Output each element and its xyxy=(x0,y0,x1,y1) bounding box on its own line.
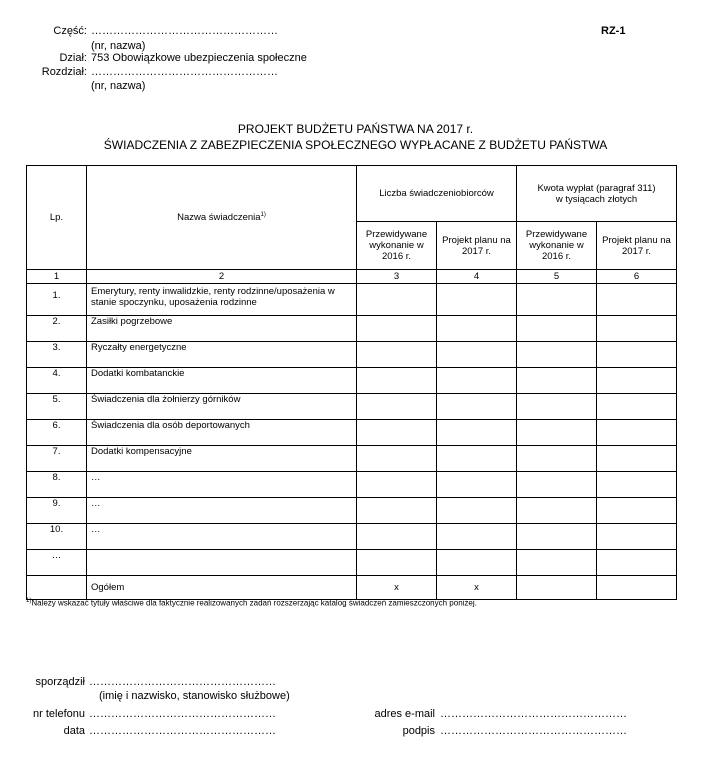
row-c3 xyxy=(357,316,437,342)
rozdzial-value: …………………………………………… xyxy=(91,66,278,78)
row-name: … xyxy=(87,498,357,524)
row-name: Świadczenia dla żołnierzy górników xyxy=(87,394,357,420)
table-row xyxy=(27,284,677,316)
row-c6 xyxy=(597,284,677,316)
row-lp: 3. xyxy=(27,342,87,368)
row-c3 xyxy=(357,498,437,524)
total-lp xyxy=(27,576,87,600)
row-c4 xyxy=(437,342,517,368)
row-name: … xyxy=(87,524,357,550)
row-c3 xyxy=(357,342,437,368)
row-c6 xyxy=(597,342,677,368)
header-name-footnote-mark: 1) xyxy=(260,211,266,218)
row-name: Emerytury, renty inwalidzkie, renty rodzinne/uposażenia w stanie spoczynku, uposażenia rodzinne xyxy=(87,284,357,316)
row-lp: 7. xyxy=(27,446,87,472)
row-c3 xyxy=(357,284,437,316)
row-c3 xyxy=(357,394,437,420)
dzial-value: 753 Obowiązkowe ubezpieczenia społeczne xyxy=(91,52,307,64)
czesc-label: Część: xyxy=(53,25,87,37)
header-group-amount xyxy=(517,166,677,222)
row-c4 xyxy=(437,446,517,472)
col-number-2: 2 xyxy=(87,270,357,284)
row-c6 xyxy=(597,394,677,420)
footnote-text: Należy wskazać tytuły właściwe dla faktycznie realizowanych zadań rozszerzając katalog świadczeń zamieszczonych poniżej. xyxy=(31,598,477,608)
row-c6 xyxy=(597,472,677,498)
header-name xyxy=(87,166,357,270)
row-c6 xyxy=(597,316,677,342)
czesc-value: …………………………………………… xyxy=(91,25,278,37)
row-lp: … xyxy=(27,550,87,576)
sporzadzil-hint: (imię i nazwisko, stanowisko służbowe) xyxy=(99,690,290,702)
row-name: Dodatki kombatanckie xyxy=(87,368,357,394)
row-c5 xyxy=(517,498,597,524)
telefon-field: …………………………………………… xyxy=(89,708,276,720)
row-name: Ryczałty energetyczne xyxy=(87,342,357,368)
row-lp: 2. xyxy=(27,316,87,342)
row-c4 xyxy=(437,368,517,394)
table-row xyxy=(27,368,677,394)
telefon-label: nr telefonu xyxy=(33,708,85,720)
table-row xyxy=(27,420,677,446)
row-c3 xyxy=(357,446,437,472)
row-c5 xyxy=(517,524,597,550)
row-name: Zasiłki pogrzebowe xyxy=(87,316,357,342)
row-lp: 10. xyxy=(27,524,87,550)
row-c4 xyxy=(437,394,517,420)
sporzadzil-field: …………………………………………… xyxy=(89,676,276,688)
row-c6 xyxy=(597,498,677,524)
header-group-amount-line2: w tysiącach złotych xyxy=(555,193,638,205)
col-number-3: 3 xyxy=(357,270,437,284)
row-name: … xyxy=(87,472,357,498)
table-row xyxy=(27,550,677,576)
row-c5 xyxy=(517,368,597,394)
col-number-6: 6 xyxy=(597,270,677,284)
col-number-4: 4 xyxy=(437,270,517,284)
row-lp: 4. xyxy=(27,368,87,394)
footnote-mark: 1) xyxy=(26,598,32,604)
row-c4 xyxy=(437,524,517,550)
row-c6 xyxy=(597,550,677,576)
total-c6 xyxy=(597,576,677,600)
table-row xyxy=(27,316,677,342)
czesc-hint: (nr, nazwa) xyxy=(91,40,146,52)
row-c3 xyxy=(357,472,437,498)
row-c4 xyxy=(437,550,517,576)
footnote xyxy=(26,598,477,608)
header-c5: Przewidywane wykonanie w 2016 r. xyxy=(517,222,597,270)
col-number-5: 5 xyxy=(517,270,597,284)
rozdzial-label: Rozdział: xyxy=(41,66,87,78)
row-name xyxy=(87,550,357,576)
row-c6 xyxy=(597,420,677,446)
total-c3: x xyxy=(357,576,437,600)
row-c4 xyxy=(437,498,517,524)
table-row xyxy=(27,342,677,368)
row-name: Dodatki kompensacyjne xyxy=(87,446,357,472)
row-c5 xyxy=(517,284,597,316)
header-name-text: Nazwa świadczenia xyxy=(177,212,261,224)
col-number-1: 1 xyxy=(27,270,87,284)
data-field: …………………………………………… xyxy=(89,725,276,737)
row-lp: 9. xyxy=(27,498,87,524)
total-c4: x xyxy=(437,576,517,600)
table-row xyxy=(27,446,677,472)
row-c3 xyxy=(357,368,437,394)
header-lp: Lp. xyxy=(27,166,87,270)
row-c4 xyxy=(437,472,517,498)
header-c6: Projekt planu na 2017 r. xyxy=(597,222,677,270)
total-c5 xyxy=(517,576,597,600)
row-c3 xyxy=(357,550,437,576)
table-row xyxy=(27,472,677,498)
email-field: …………………………………………… xyxy=(440,708,627,720)
row-name: Świadczenia dla osób deportowanych xyxy=(87,420,357,446)
form-code: RZ-1 xyxy=(601,25,626,37)
header-group-amount-line1: Kwota wypłat (paragraf 311) xyxy=(537,182,656,194)
header-c3: Przewidywane wykonanie w 2016 r. xyxy=(357,222,437,270)
row-lp: 5. xyxy=(27,394,87,420)
podpis-label: podpis xyxy=(402,725,435,737)
email-label: adres e-mail xyxy=(374,708,435,720)
row-c5 xyxy=(517,394,597,420)
total-label: Ogółem xyxy=(87,576,357,600)
data-label: data xyxy=(63,725,85,737)
row-c6 xyxy=(597,368,677,394)
dzial-label: Dział: xyxy=(59,52,87,64)
row-c3 xyxy=(357,524,437,550)
row-c3 xyxy=(357,420,437,446)
row-c4 xyxy=(437,316,517,342)
row-c5 xyxy=(517,550,597,576)
row-lp: 6. xyxy=(27,420,87,446)
row-c5 xyxy=(517,316,597,342)
row-c5 xyxy=(517,420,597,446)
row-lp: 1. xyxy=(27,284,87,316)
row-c5 xyxy=(517,472,597,498)
header-c4: Projekt planu na 2017 r. xyxy=(437,222,517,270)
sporzadzil-label: sporządził xyxy=(35,676,85,688)
row-c6 xyxy=(597,446,677,472)
table-row xyxy=(27,524,677,550)
rozdzial-hint: (nr, nazwa) xyxy=(91,80,146,92)
row-c4 xyxy=(437,420,517,446)
row-c5 xyxy=(517,446,597,472)
row-c4 xyxy=(437,284,517,316)
row-c6 xyxy=(597,524,677,550)
benefits-table xyxy=(26,165,677,600)
row-c5 xyxy=(517,342,597,368)
podpis-field: …………………………………………… xyxy=(440,725,627,737)
table-row xyxy=(27,394,677,420)
header-group-recipients: Liczba świadczeniobiorców xyxy=(357,166,517,222)
document-title: PROJEKT BUDŻETU PAŃSTWA NA 2017 r. xyxy=(237,122,474,136)
table-row xyxy=(27,498,677,524)
document-subtitle: ŚWIADCZENIA Z ZABEZPIECZENIA SPOŁECZNEGO WYPŁACANE Z BUDŻETU PAŃSTWA xyxy=(103,138,608,152)
row-lp: 8. xyxy=(27,472,87,498)
